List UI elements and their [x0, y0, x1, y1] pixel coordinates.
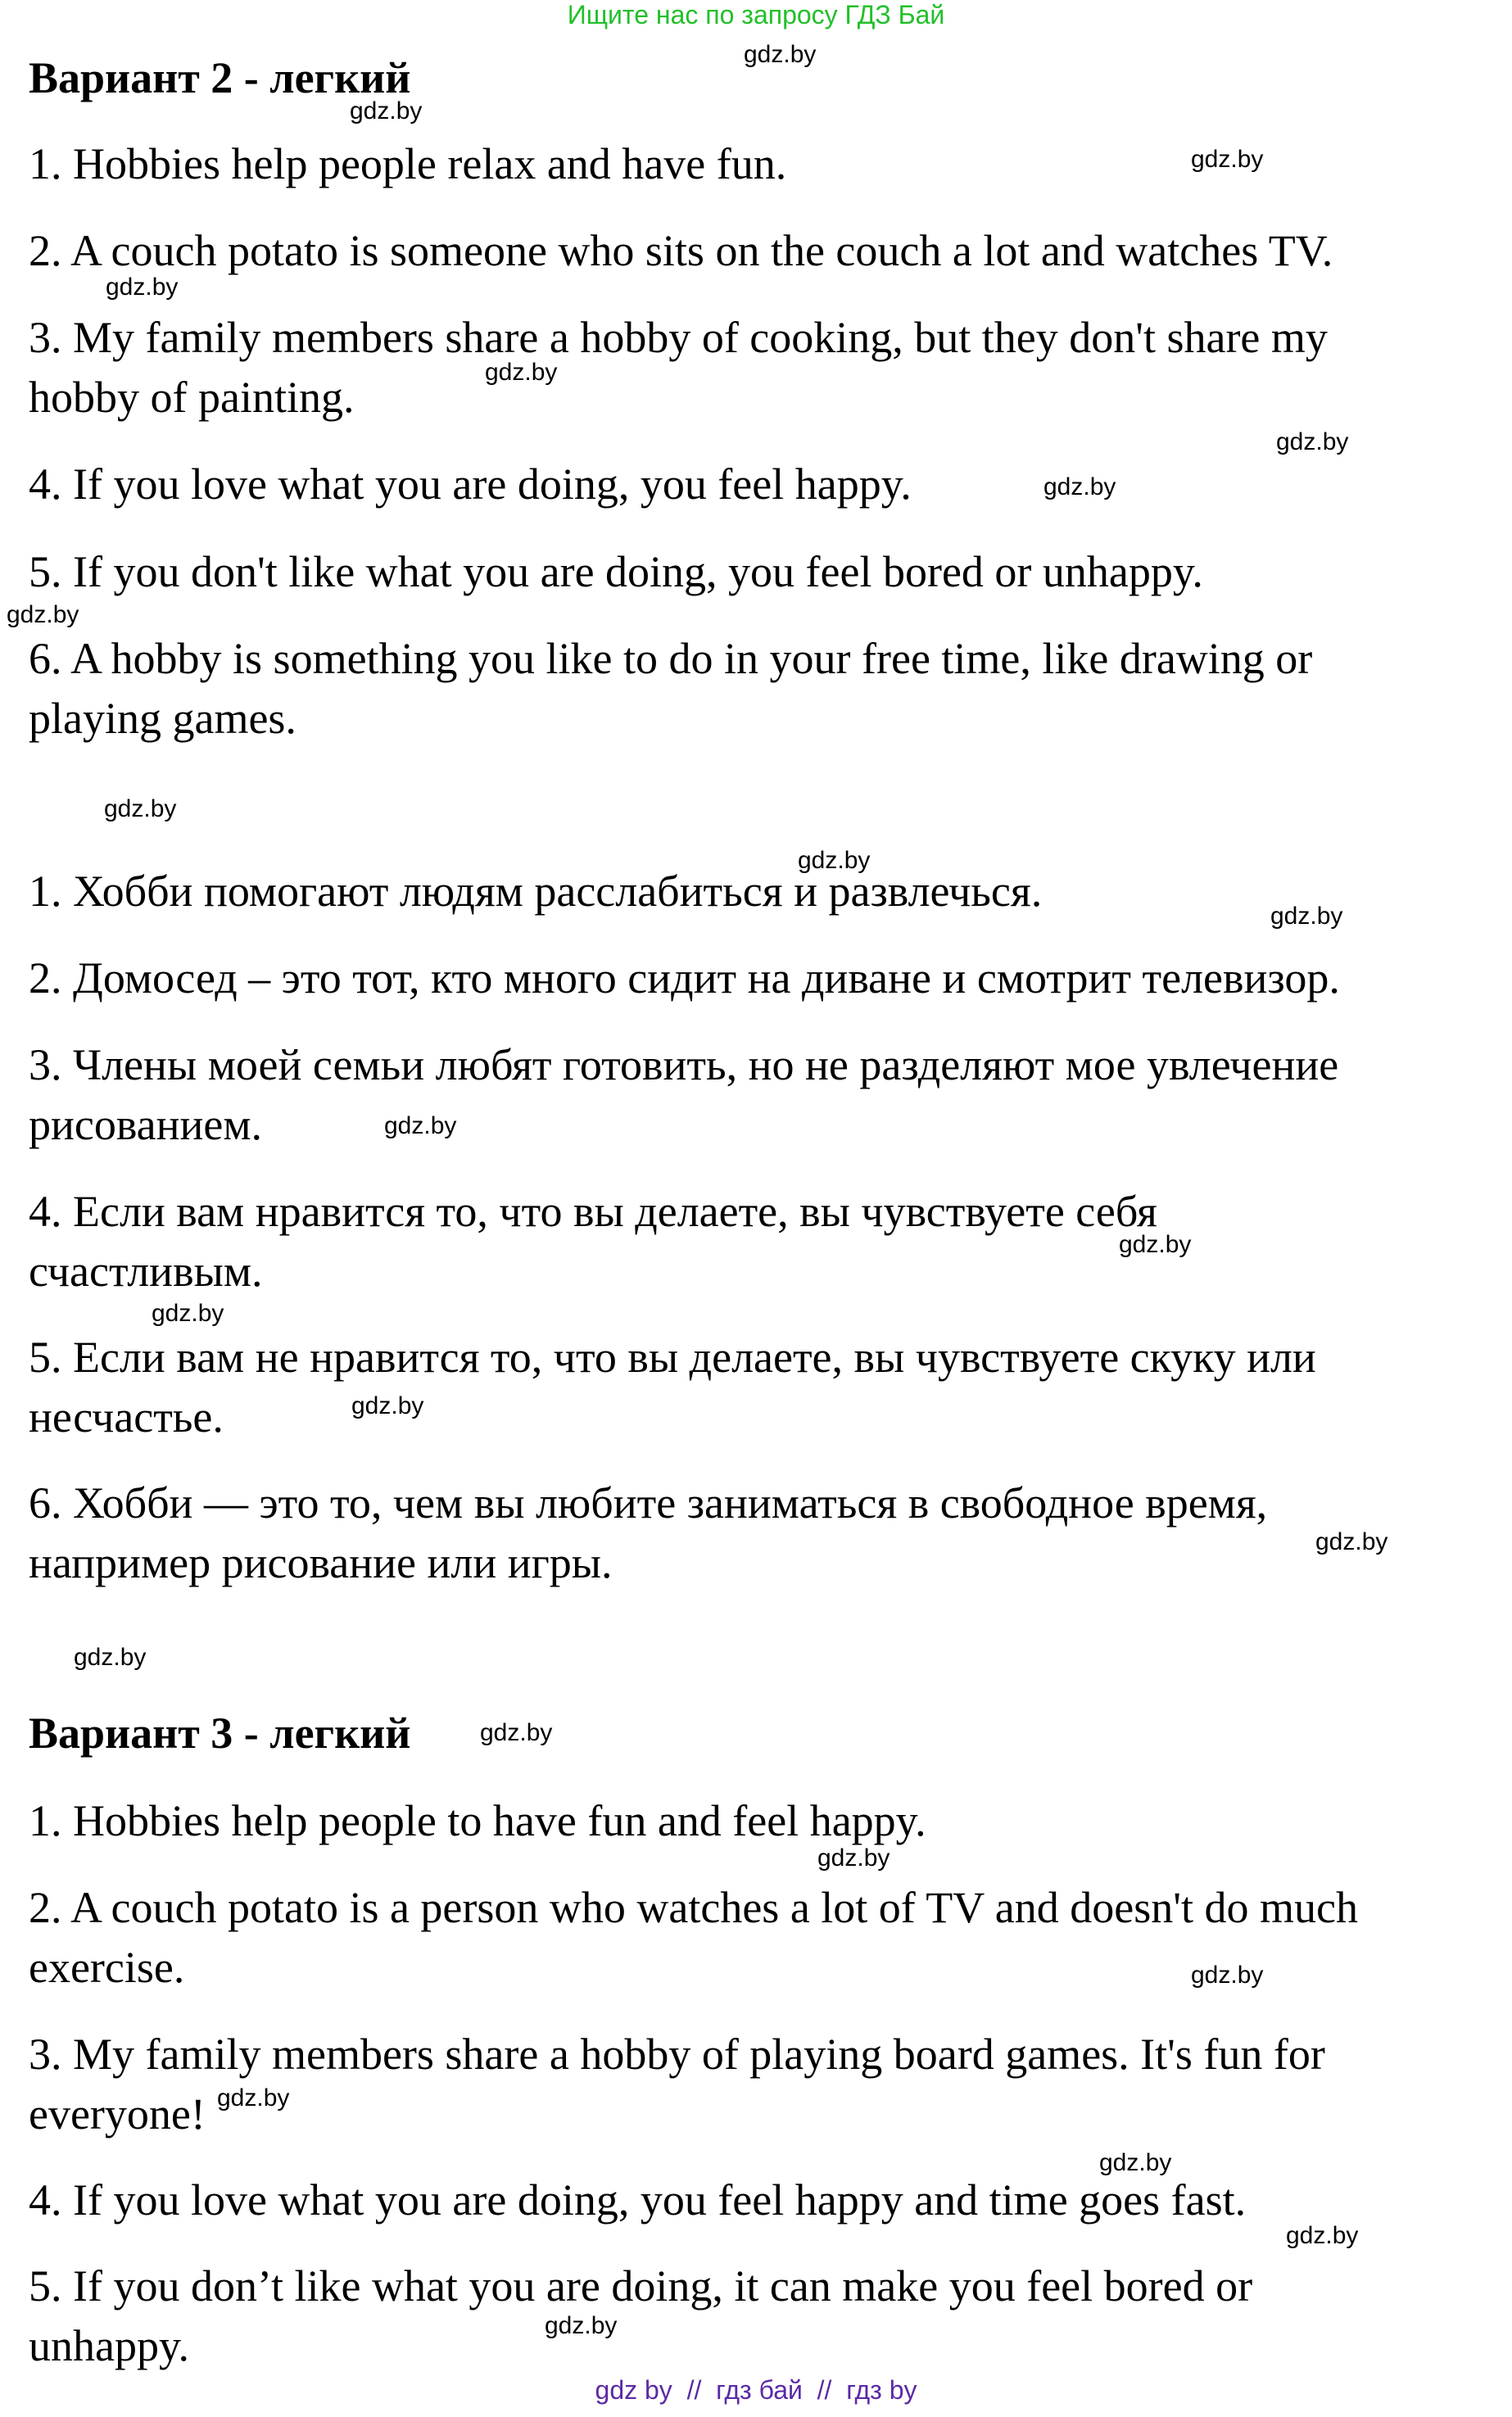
watermark: gdz.by [1119, 1231, 1192, 1258]
v2-en-line-3a: 3. My family members share a hobby of cooking, but they don't share my [29, 313, 1328, 362]
watermark: gdz.by [817, 1844, 890, 1872]
v2-en-line-6b: playing games. [29, 694, 297, 743]
v2-en-line-3b: hobby of painting. [29, 373, 355, 422]
v2-ru-line-4b: счастливым. [29, 1247, 263, 1296]
watermark: gdz.by [485, 359, 558, 386]
footer-links: gdz by // гдз бай // гдз by [595, 2375, 917, 2405]
watermark: gdz.by [104, 795, 177, 822]
v2-ru-line-5a: 5. Если вам не нравится то, что вы делаете, вы чувствуете скуку или [29, 1333, 1316, 1382]
v2-ru-line-5b: несчастье. [29, 1392, 224, 1442]
v2-en-line-6a: 6. A hobby is something you like to do in your free time, like drawing or [29, 634, 1313, 683]
variant3-heading: Вариант 3 - легкий [29, 1709, 411, 1758]
v2-ru-line-6b: например рисование или игры. [29, 1538, 613, 1587]
v2-ru-line-3b: рисованием. [29, 1100, 263, 1149]
watermark: gdz.by [351, 1392, 424, 1419]
v3-en-line-5a: 5. If you don’t like what you are doing, it can make you feel bored or [29, 2261, 1253, 2311]
v2-en-line-2: 2. A couch potato is someone who sits on the couch a lot and watches TV. [29, 226, 1333, 275]
watermark: gdz.by [798, 847, 871, 874]
watermark: gdz.by [744, 41, 817, 68]
top-banner: Ищите нас по запросу ГДЗ Бай [567, 0, 945, 29]
watermark: gdz.by [480, 1719, 553, 1746]
v2-ru-line-3a: 3. Члены моей семьи любят готовить, но не разделяют мое увлечение [29, 1040, 1339, 1089]
v2-en-line-4: 4. If you love what you are doing, you feel happy. [29, 459, 912, 509]
v2-ru-line-1: 1. Хобби помогают людям расслабиться и развлечься. [29, 867, 1043, 916]
v2-en-line-1: 1. Hobbies help people relax and have fun. [29, 139, 787, 188]
v3-en-line-2a: 2. A couch potato is a person who watches a lot of TV and doesn't do much [29, 1883, 1358, 1932]
watermark: gdz.by [1276, 428, 1349, 455]
v2-ru-line-6a: 6. Хобби — это то, чем вы любите заниматься в свободное время, [29, 1478, 1268, 1528]
watermark: gdz.by [1191, 146, 1264, 173]
v3-en-line-4: 4. If you love what you are doing, you feel happy and time goes fast. [29, 2175, 1247, 2225]
watermark: gdz.by [350, 97, 423, 124]
watermark: gdz.by [1315, 1528, 1388, 1555]
watermark: gdz.by [1270, 903, 1343, 930]
v2-en-line-5: 5. If you don't like what you are doing, you feel bored or unhappy. [29, 547, 1203, 596]
watermark: gdz.by [152, 1300, 224, 1327]
v2-ru-line-4a: 4. Если вам нравится то, что вы делаете, вы чувствуете себя [29, 1187, 1157, 1236]
watermark: gdz.by [7, 601, 79, 628]
v3-en-line-3b: everyone! [29, 2089, 206, 2139]
watermark: gdz.by [1286, 2222, 1359, 2249]
watermark: gdz.by [74, 1644, 147, 1671]
watermark: gdz.by [1099, 2149, 1172, 2176]
v3-en-line-1: 1. Hobbies help people to have fun and feel happy. [29, 1796, 926, 1845]
v3-en-line-5b: unhappy. [29, 2321, 189, 2370]
watermark: gdz.by [384, 1112, 457, 1139]
v3-en-line-3a: 3. My family members share a hobby of playing board games. It's fun for [29, 2030, 1325, 2079]
watermark: gdz.by [1043, 473, 1116, 500]
watermark: gdz.by [217, 2084, 290, 2111]
variant2-heading: Вариант 2 - легкий [29, 53, 411, 102]
watermark: gdz.by [545, 2312, 618, 2339]
v3-en-line-2b: exercise. [29, 1943, 185, 1992]
watermark: gdz.by [1191, 1962, 1264, 1989]
watermark: gdz.by [106, 274, 179, 301]
v2-ru-line-2: 2. Домосед – это тот, кто много сидит на диване и смотрит телевизор. [29, 953, 1340, 1003]
